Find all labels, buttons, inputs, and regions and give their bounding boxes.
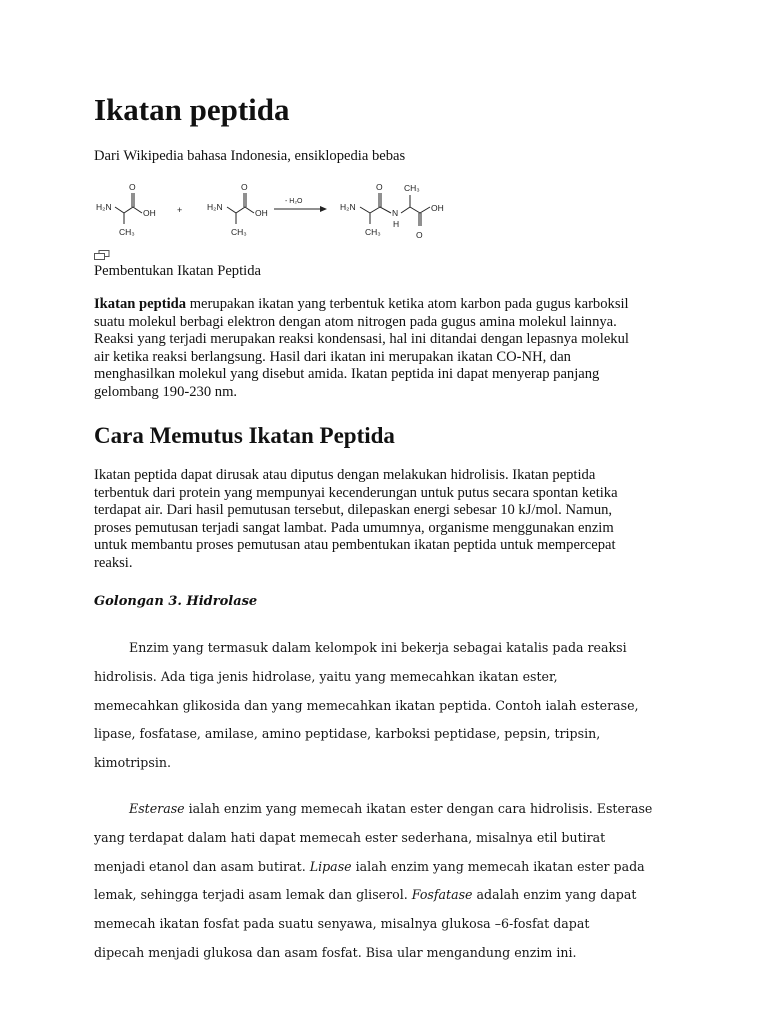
section-paragraph: [94, 467, 684, 573]
intro-line: Ikatan peptida merupakan ikatan yang terbentuk ketika atom karbon pada gugus karboksil: [94, 296, 629, 312]
reaction-diagram-svg: [94, 178, 474, 242]
section-line: terdapat air. Dari hasil pemutusan tersebut, dilepaskan energi sebesar 10 kJ/mol. Namun,: [94, 502, 613, 519]
image-caption: Pembentukan Ikatan Peptida: [94, 263, 261, 279]
esterase-line: memecah ikatan fosfat pada suatu senyawa, misalnya glukosa –6-fosfat dapat: [94, 916, 590, 932]
product-methyl-1: CH₃: [365, 227, 381, 237]
golongan-heading: Golongan 3. Hidrolase: [94, 594, 258, 609]
m2-oxygen: O: [241, 182, 248, 192]
intro-paragraph: [94, 296, 684, 402]
page-title: Ikatan peptida: [94, 92, 290, 127]
product-oxygen-2: O: [416, 230, 423, 240]
term-esterase: Esterase: [129, 801, 185, 816]
product-methyl-2: CH₃: [404, 183, 420, 193]
product-oxygen-1: O: [376, 182, 383, 192]
section-line: Ikatan peptida dapat dirusak atau diputus dengan melakukan hidrolisis. Ikatan peptida: [94, 467, 596, 483]
term-fosfatase: Fosfatase: [411, 887, 473, 903]
esterase-line: menjadi etanol dan asam butirat. Lipase ialah enzim yang memecah ikatan ester pada: [94, 858, 645, 874]
section-line: reaksi.: [94, 554, 133, 571]
intro-term: Ikatan peptida: [94, 296, 187, 312]
section-heading: Cara Memutus Ikatan Peptida: [94, 423, 395, 448]
intro-line: suatu molekul berbagi elektron dengan atom nitrogen pada gugus amina molekul lainnya.: [94, 313, 617, 330]
m1-oxygen: O: [129, 182, 136, 192]
m2-amine: H₂N: [207, 202, 223, 212]
arrow-label: - H₂O: [285, 198, 303, 205]
esterase-line: yang terdapat dalam hati dapat memecah ester sederhana, misalnya etil butirat: [94, 829, 606, 845]
plus-sign: +: [177, 205, 183, 215]
esterase-line: Esterase ialah enzim yang memecah ikatan ester dengan cara hidrolisis. Esterase: [129, 801, 653, 816]
term-lipase: Lipase: [309, 858, 352, 874]
product-nitrogen: N: [392, 208, 399, 218]
subtitle: Dari Wikipedia bahasa Indonesia, ensiklopedia bebas: [94, 148, 406, 164]
hidrolase-line: Enzim yang termasuk dalam kelompok ini bekerja sebagai katalis pada reaksi: [129, 640, 627, 655]
product-amine: H₂N: [340, 202, 356, 212]
esterase-paragraph: [94, 795, 684, 968]
enlarge-icon[interactable]: [94, 250, 110, 260]
section-line: proses pemutusan terjadi sangat lambat. Pada umumnya, organisme menggunakan enzim: [94, 519, 614, 536]
hidrolase-line: hidrolisis. Ada tiga jenis hidrolase, yaitu yang memecahkan ikatan ester,: [94, 668, 558, 684]
intro-line: gelombang 190-230 nm.: [94, 383, 238, 400]
esterase-line: dipecah menjadi glukosa dan asam fosfat. Bisa ular mengandung enzim ini.: [94, 944, 577, 960]
intro-line: menghasilkan molekul yang disebut amida. Ikatan peptida ini dapat menyerap panjang: [94, 366, 600, 383]
m1-amine: H₂N: [96, 202, 112, 212]
intro-line: Reaksi yang terjadi merupakan reaksi kondensasi, hal ini ditandai dengan lepasnya molekul: [94, 331, 629, 348]
reaction-diagram: [94, 178, 474, 242]
m1-hydroxyl: OH: [143, 208, 156, 218]
hidrolase-line: memecahkan glikosida dan yang memecahkan ikatan peptida. Contoh ialah esterase,: [94, 697, 639, 713]
product-hydrogen: H: [393, 219, 400, 229]
hidrolase-line: lipase, fosfatase, amilase, amino peptidase, karboksi peptidase, pepsin, tripsin,: [94, 726, 601, 742]
m1-methyl: CH₃: [119, 227, 135, 237]
hidrolase-paragraph: [94, 634, 684, 778]
hidrolase-line: kimotripsin.: [94, 755, 171, 771]
section-line: terbentuk dari protein yang mempunyai kecenderungan untuk putus secara spontan ketika: [94, 484, 618, 501]
intro-line: air ketika reaksi berlangsung. Hasil dari ikatan ini merupakan ikatan CO-NH, dan: [94, 348, 571, 365]
arrow-head: [320, 206, 327, 212]
m2-methyl: CH₃: [231, 227, 247, 237]
esterase-line: lemak, sehingga terjadi asam lemak dan gliserol. Fosfatase adalah enzim yang dapat: [94, 887, 637, 903]
section-line: untuk membantu proses pemutusan atau pembentukan ikatan peptida untuk mempercepat: [94, 537, 616, 554]
m2-hydroxyl: OH: [255, 208, 268, 218]
product-hydroxyl: OH: [431, 203, 444, 213]
